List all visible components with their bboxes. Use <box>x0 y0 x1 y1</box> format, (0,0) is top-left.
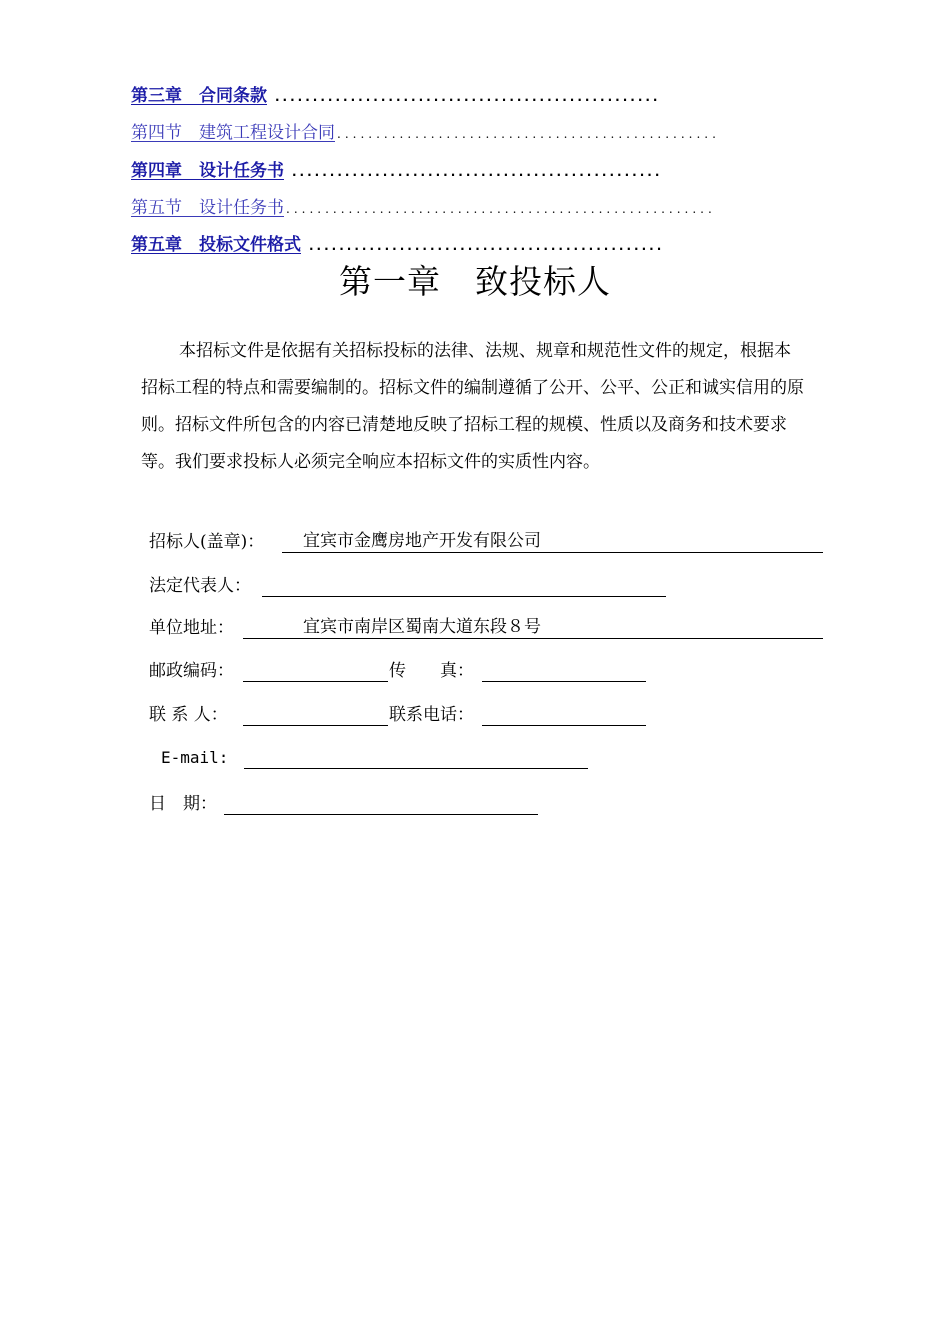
legal-rep-label: 法定代表人： <box>149 576 251 596</box>
toc-leader-dots: ............................................... <box>309 239 665 253</box>
postcode-label: 邮政编码： <box>149 661 234 681</box>
date-label: 日 期： <box>149 794 217 814</box>
email-field[interactable] <box>244 746 588 769</box>
toc-leader-dots: ....................................................... <box>286 202 716 216</box>
address-label: 单位地址： <box>149 618 234 638</box>
address-field[interactable] <box>243 616 823 639</box>
intro-paragraph: 本招标文件是依据有关招标投标的法律、法规、规章和规范性文件的规定，根据本招标工程的特点和需要编制的。招标文件的编制遵循了公开、公平、公正和诚实信用的原则。招标文件所包含的内容已清楚地反映了招标工程的规模、性质以及商务和技术要求等。我们要求投标人必须完全响应本招标文件的实质性内容。 <box>141 341 804 472</box>
contact-field[interactable] <box>243 703 388 726</box>
toc-link[interactable]: 第四节 建筑工程设计合同 <box>131 123 335 143</box>
tenderer-field[interactable] <box>282 530 823 553</box>
toc-entry-section-5[interactable] <box>131 195 716 221</box>
date-field[interactable] <box>224 792 538 815</box>
tenderer-value: 宜宾市金鹰房地产开发有限公司 <box>303 531 541 551</box>
phone-field[interactable] <box>482 703 646 726</box>
toc-link[interactable]: 第五章 投标文件格式 <box>131 235 301 255</box>
toc-link[interactable]: 第三章 合同条款 <box>131 86 267 106</box>
legal-rep-field[interactable] <box>262 574 666 597</box>
fax-field[interactable] <box>482 659 646 682</box>
toc-link[interactable]: 第五节 设计任务书 <box>131 198 284 218</box>
email-label: E-mail: <box>161 748 229 767</box>
toc-entry-chapter-3[interactable] <box>131 83 661 109</box>
toc-leader-dots: ................................................. <box>292 165 663 179</box>
toc-entry-section-4[interactable] <box>131 120 720 146</box>
phone-label: 联系电话： <box>389 705 474 725</box>
postcode-field[interactable] <box>243 659 388 682</box>
toc-leader-dots: ................................................... <box>275 90 661 104</box>
chapter-heading: 第一章 致投标人 <box>339 262 611 301</box>
tenderer-label: 招标人(盖章)： <box>149 532 265 552</box>
address-value: 宜宾市南岸区蜀南大道东段８号 <box>303 617 541 637</box>
fax-label: 传 真： <box>389 661 474 681</box>
toc-leader-dots: ................................................. <box>337 127 720 141</box>
toc-link[interactable]: 第四章 设计任务书 <box>131 161 284 181</box>
contact-label: 联 系 人： <box>149 705 228 725</box>
toc-entry-chapter-4[interactable] <box>131 158 662 184</box>
toc-entry-chapter-5[interactable] <box>131 232 664 258</box>
